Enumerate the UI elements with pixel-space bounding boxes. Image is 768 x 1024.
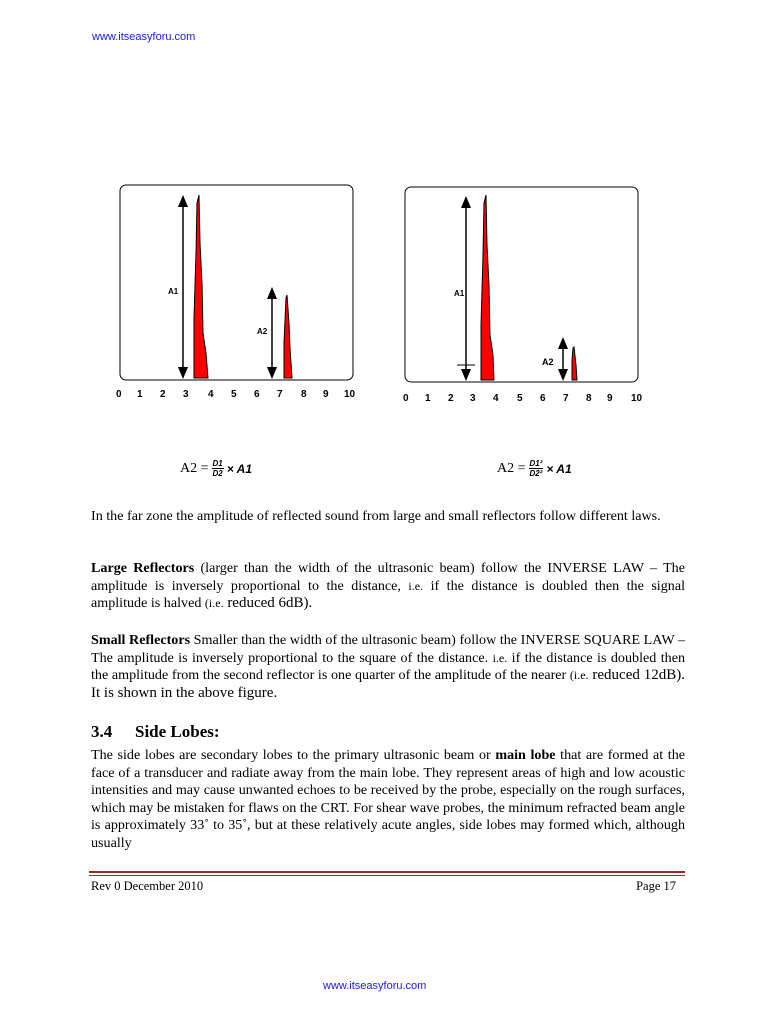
formula-fraction <box>212 459 224 478</box>
svg-text:2: 2 <box>160 389 166 400</box>
formula-denominator: D2 <box>212 469 223 478</box>
site-link-top[interactable]: www.itseasyforu.com <box>92 31 196 43</box>
svg-text:2: 2 <box>448 393 454 404</box>
section-title: Side Lobes: <box>135 722 220 741</box>
label-a2: A2 <box>257 327 268 336</box>
arrow-a1 <box>178 195 188 379</box>
footer-revision: Rev 0 December 2010 <box>91 879 204 893</box>
formula-numerator: D1² <box>529 459 543 468</box>
paragraph-side-lobes: The side lobes are secondary lobes to the primary ultrasonic beam or main lobe that are formed at the face of a transducer and radiate away from the main lobe. They represent areas of high and low acoustic intensities and may cause unwanted echoes to be received by the probe, especially on the rough surfaces, which may be mistaken for flaws on the CRT. For shear wave probes, the minimum refracted beam angle is approximately 33˚ to 35˚, but at these relatively acute angles, side lobes may formed which, although usually <box>91 747 685 851</box>
formula-multiplier: × A1 <box>226 461 252 476</box>
svg-text:6: 6 <box>254 389 260 400</box>
svg-text:1: 1 <box>137 389 143 400</box>
small-reflectors-title: Small Reflectors <box>91 632 191 648</box>
arrow-a2 <box>267 287 277 379</box>
svg-text:9: 9 <box>607 393 613 404</box>
footer-rule <box>89 871 685 873</box>
svg-text:4: 4 <box>493 393 499 404</box>
paragraph-small-reflectors: Small Reflectors Smaller than the width of the ultrasonic beam) follow the INVERSE SQUARE LAW – The amplitude is inversely proportional to the square of the distance. i.e. if the distance is doubled then the amplitude from the second reflector is one quarter of the amplitude of the nearer (i.e. reduced 12dB). It is shown in the above figure. <box>91 632 686 701</box>
main-lobe-term: main lobe <box>495 747 556 763</box>
formula-fraction <box>529 459 544 478</box>
svg-text:10: 10 <box>631 393 643 404</box>
svg-text:1: 1 <box>425 393 431 404</box>
formula-multiplier: × A1 <box>546 461 572 476</box>
svg-text:6: 6 <box>540 393 546 404</box>
formula-numerator: D1 <box>212 459 223 468</box>
label-a1: A1 <box>454 289 465 298</box>
echo-peak-2 <box>284 295 292 378</box>
site-link-bottom[interactable]: www.itseasyforu.com <box>323 980 427 992</box>
echo-peak-2 <box>572 347 577 380</box>
svg-text:3: 3 <box>183 389 189 400</box>
formula-denominator: D2² <box>529 469 543 478</box>
svg-text:5: 5 <box>231 389 237 400</box>
svg-text:8: 8 <box>586 393 592 404</box>
svg-text:7: 7 <box>563 393 569 404</box>
formula-inverse-square-law <box>497 459 572 478</box>
figure-inverse-square-law <box>397 185 652 410</box>
footer-rule-thin <box>89 875 685 876</box>
formula-lhs: A2 = <box>497 460 526 476</box>
footer-page-number: Page 17 <box>636 879 676 893</box>
label-a2: A2 <box>542 357 554 367</box>
paragraph-large-reflectors: Large Reflectors (larger than the width of the ultrasonic beam) follow the INVERSE LAW – The amplitude is inversely proportional to the distance, i.e. if the distance is doubled then the signal amplitude is halved (i.e. reduced 6dB). <box>91 560 685 611</box>
svg-text:4: 4 <box>208 389 214 400</box>
paragraph-far-zone: In the far zone the amplitude of reflected sound from large and small reflectors follow different laws. <box>91 508 661 524</box>
arrow-a2 <box>558 337 568 381</box>
svg-text:3: 3 <box>470 393 476 404</box>
large-reflectors-title: Large Reflectors <box>91 560 195 576</box>
label-a1: A1 <box>168 287 179 296</box>
svg-text:9: 9 <box>323 389 329 400</box>
svg-text:5: 5 <box>517 393 523 404</box>
echo-peak-1 <box>481 195 494 380</box>
svg-text:8: 8 <box>301 389 307 400</box>
section-heading <box>91 722 220 742</box>
svg-text:0: 0 <box>116 389 122 400</box>
svg-text:10: 10 <box>344 389 356 400</box>
section-number: 3.4 <box>91 722 113 741</box>
formula-inverse-law <box>180 459 252 478</box>
axis-numbers <box>116 389 356 400</box>
svg-text:7: 7 <box>277 389 283 400</box>
figure-inverse-law <box>112 183 362 408</box>
echo-peak-1 <box>194 195 208 378</box>
axis-numbers <box>403 393 643 404</box>
formula-lhs: A2 = <box>180 460 209 476</box>
svg-text:0: 0 <box>403 393 409 404</box>
